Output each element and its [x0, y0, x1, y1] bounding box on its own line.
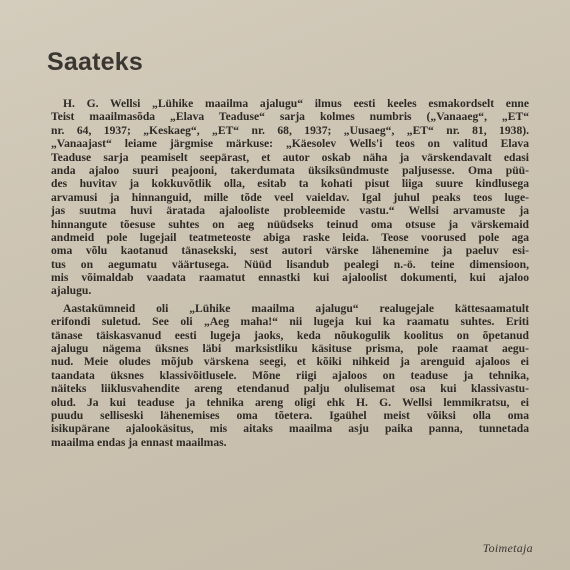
signature: Toimetaja: [482, 541, 533, 555]
text-line: näiteks liiklusvahendite areng etendanud palju olulisemat osa kui klassivastu-: [51, 382, 529, 396]
text-line: jas suutma huvi äratada ajalooliste probleemide vastu.“ Wellsi arvamuste ja: [51, 204, 529, 218]
text-line: ajalugu.: [51, 284, 92, 298]
text-line: Teaduse sarja peamiselt seepärast, et autor oskab näha ja värskendavalt edasi: [51, 150, 529, 164]
text-line: arvamusi ja hinnanguid, mille tõde veel vaieldav. Igal juhul peaks teos luge-: [51, 190, 529, 204]
text-line: Aastakümneid oli „Lühike maailma ajalugu“ realugejale kättesaamatult: [63, 301, 529, 315]
text-line: tus on aegumatu väärtusega. Nüüd lisandub pealegi n.-ö. teine dimensioon,: [51, 257, 529, 271]
text-line: andmeid pole lugejail teatmeteoste abiga raske leida. Teose voorused pole aga: [51, 230, 529, 244]
text-line: isikupärane ajalookäsitus, mis aitaks maailma asju paika panna, tunnetada: [51, 422, 529, 436]
text-line: nr. 64, 1937; „Keskaeg“, „ET“ nr. 68, 1937; „Uusaeg“, „ET“ nr. 81, 1938).: [51, 123, 529, 137]
text-line: Teist maailmasõda „Elava Teaduse“ sarja kolmes numbris („Vanaaeg“, „ET“: [51, 110, 529, 124]
text-line: mis võimaldab vaadata raamatut ennastki kui ajaloolist dokumenti, kui ajaloo: [51, 271, 529, 285]
body-text: [51, 97, 529, 449]
text-line: H. G. Wellsi „Lühike maailma ajalugu“ ilmus eesti keeles esmakordselt enne: [63, 97, 529, 110]
text-line: maailma endas ja ennast maailmas.: [51, 435, 227, 449]
text-line: „Vanaajast“ leiame järgmise märkuse: „Käesolev Wells'i teos on valitud Elava: [51, 137, 529, 151]
text-line: ajalugu nägema üksnes läbi marksistliku käsituse prisma, pole raamat aegu-: [51, 342, 529, 356]
text-line: puudu selliseski lähenemises oma tõetera. Igaühel meist võiksi olla oma: [51, 408, 529, 422]
page-title: Saateks: [47, 48, 143, 76]
text-line: anda ajaloo suuri peajooni, takerdumata üksiksündmuste paljusesse. Oma püü-: [51, 163, 529, 177]
text-line: des huvitav ja kokkuvõtlik olla, esitab ta kohati pisut liiga suure kindlusega: [51, 177, 529, 191]
paragraph-1: [51, 97, 529, 298]
text-line: nud. Meie oludes mõjub värskena seegi, et kõiki nihkeid ja arenguid ajaloos ei: [51, 355, 529, 369]
text-line: erifondi suletud. See oli „Aeg maha!“ nii lugeja kui ka raamatu suhtes. Eriti: [51, 315, 529, 329]
text-line: hinnangute tõesuse suhtes on aeg nüüdseks teinud oma otsuse ja värskemaid: [51, 217, 529, 231]
text-line: olud. Ja kui teaduse ja tehnika areng oligi ehk H. G. Wellsi lemmikratsu, ei: [51, 395, 529, 409]
text-line: tänase täiskasvanud eesti lugeja jaoks, keda nõukogulik koolitus on õpetanud: [51, 328, 529, 342]
paragraph-2: [51, 302, 529, 449]
text-line: taandata üksnes klassivõitlusele. Mõne riigi ajaloos on teaduse ja tehnika,: [51, 368, 529, 382]
text-line: oma võlu kaotanud tänasekski, sest autori värske lähenemine ja paeluv esi-: [51, 244, 529, 258]
